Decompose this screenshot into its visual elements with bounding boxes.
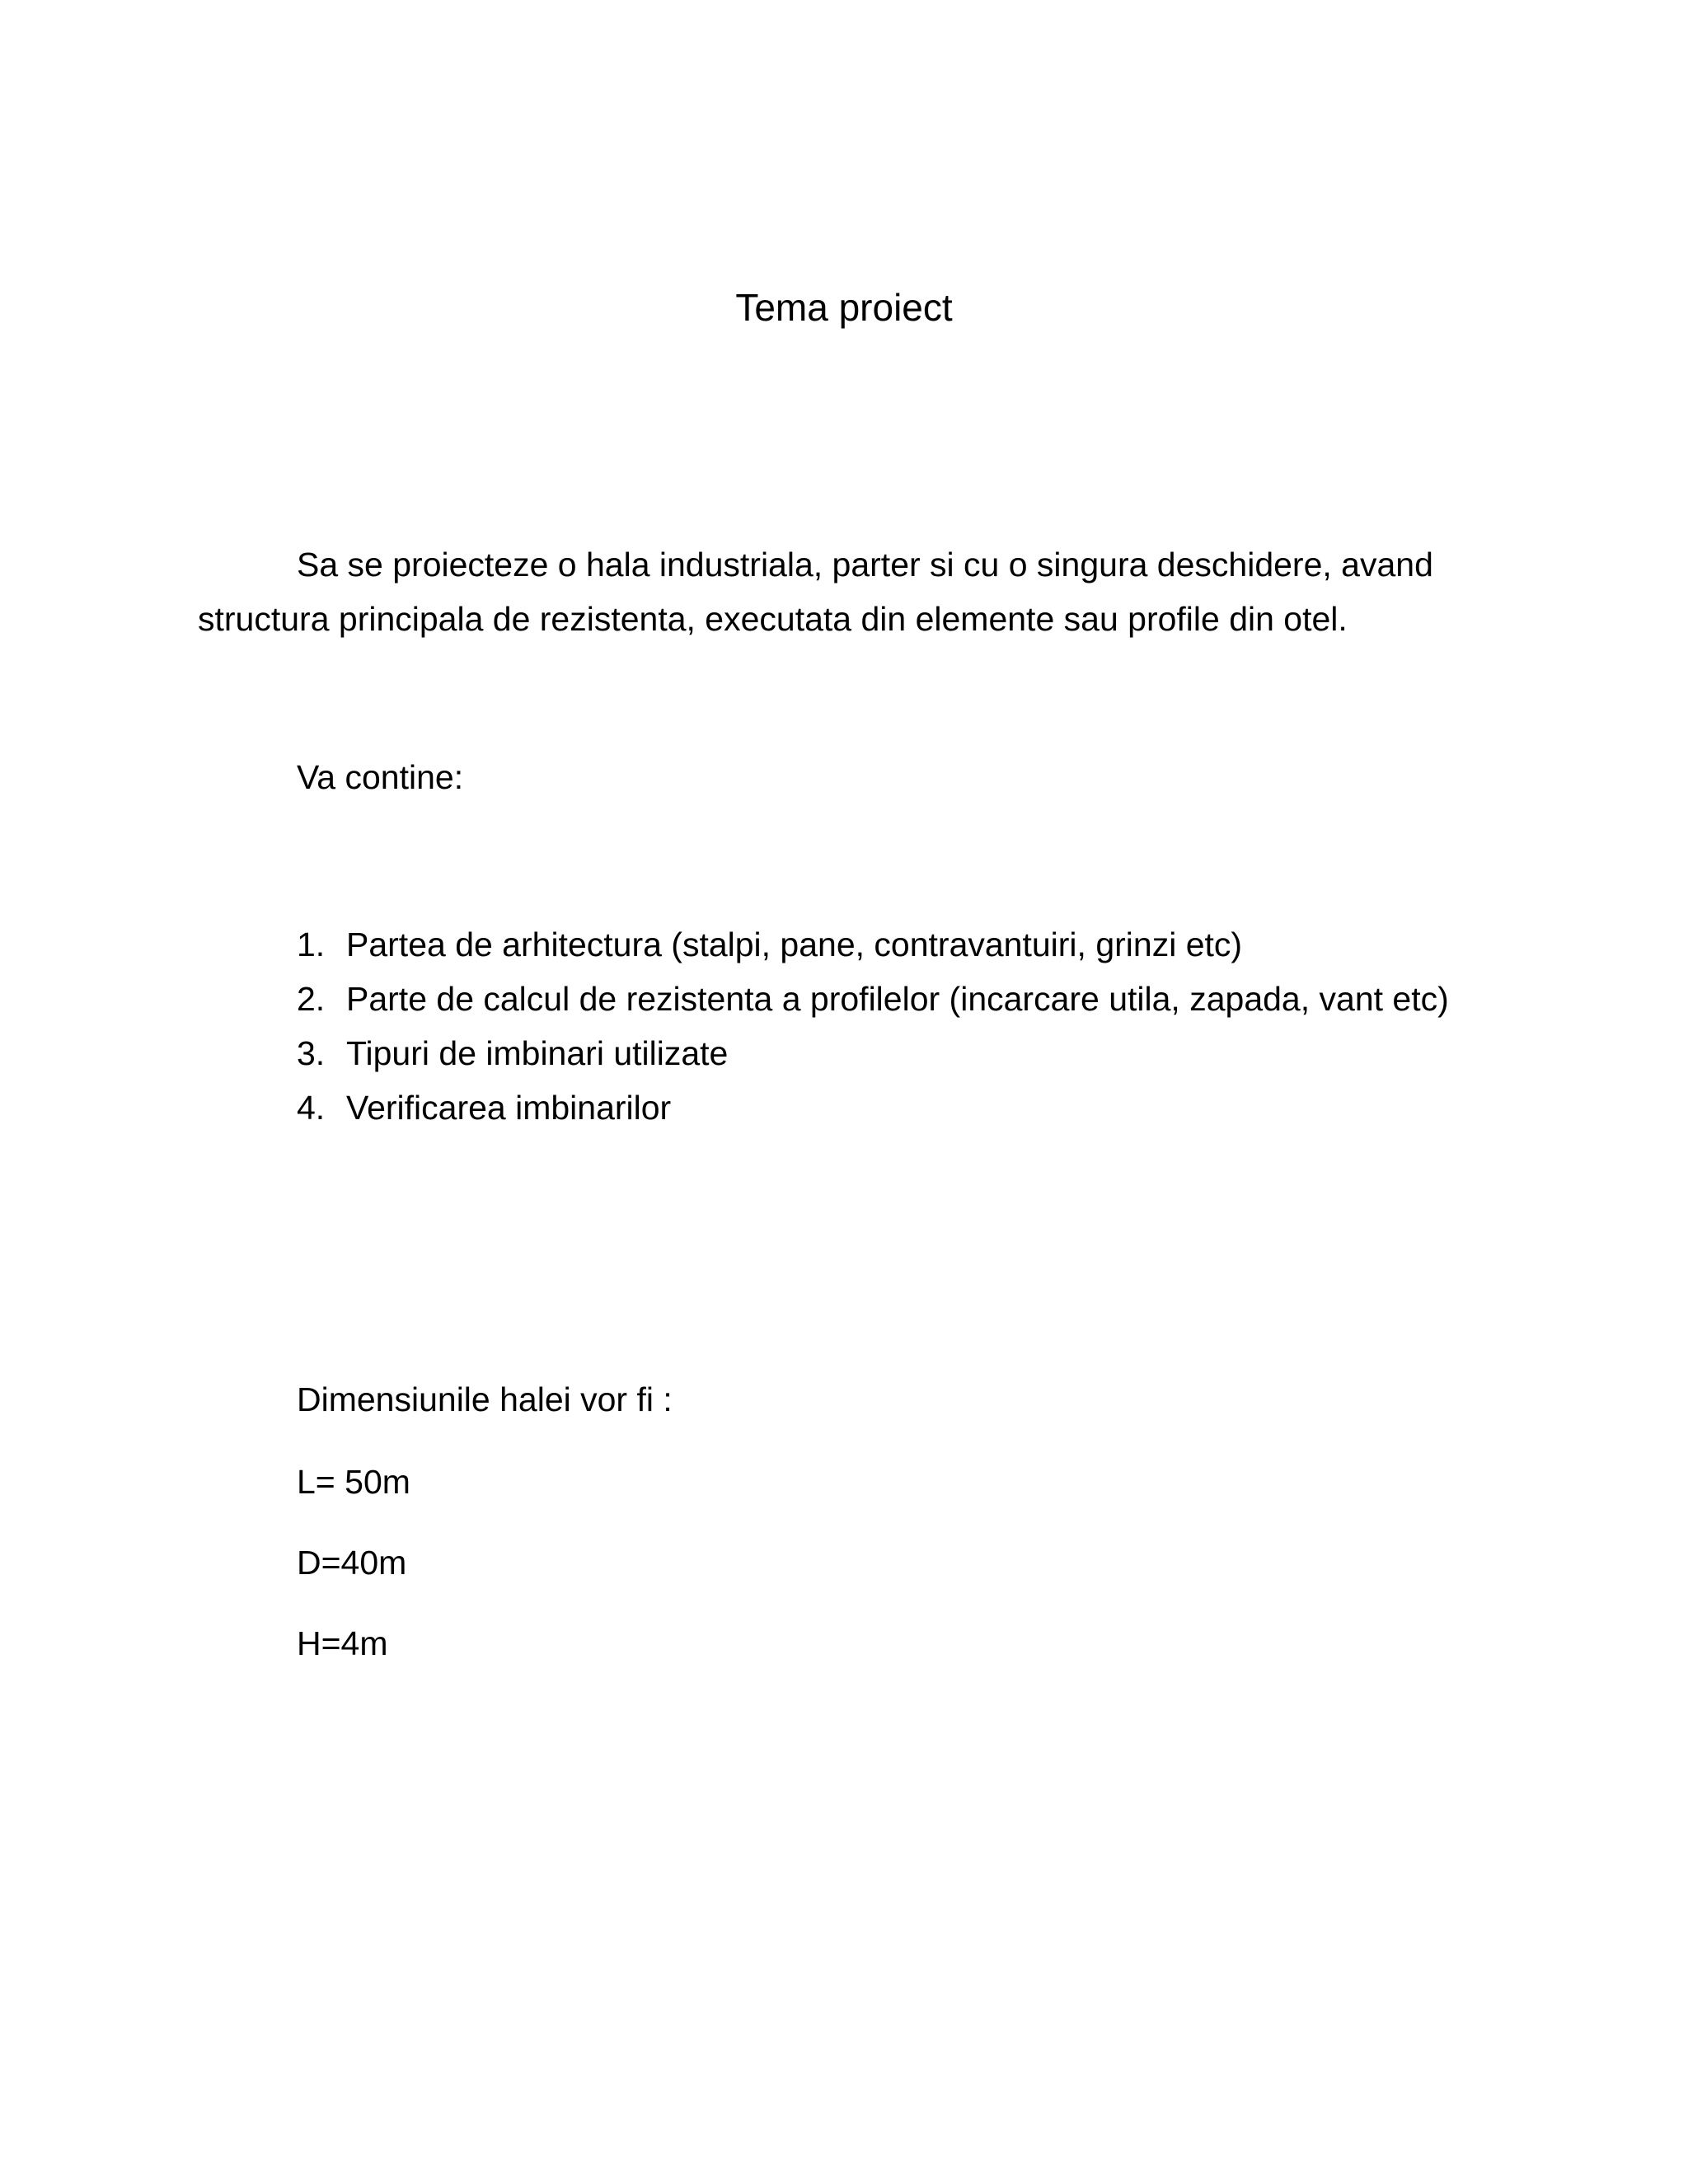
dimension-height: H=4m [297,1624,388,1662]
list-item [297,917,1492,972]
list-item-text: Verificarea imbinarilor [346,1089,672,1127]
list-item [297,1026,1492,1080]
list-item [297,1080,1492,1135]
list-item-number: 1. [297,926,326,963]
list-item-number: 4. [297,1089,326,1127]
list-item-text: Partea de arhitectura (stalpi, pane, contravantuiri, grinzi etc) [346,926,1243,963]
list-item-number: 3. [297,1034,326,1072]
list-item-text: Parte de calcul de rezistenta a profilelor (incarcare utila, zapada, vant etc) [346,980,1449,1018]
contents-list [297,917,1492,1135]
contains-label: Va contine: [297,758,464,796]
dimension-length: L= 50m [297,1463,410,1501]
list-item [297,972,1492,1026]
dimension-width: D=40m [297,1544,407,1582]
intro-paragraph: Sa se proiecteze o hala industriala, parter si cu o singura deschidere, avand structura principala de rezistenta, executata din elemente sau profile din otel. [198,546,1433,638]
list-item-number: 2. [297,980,326,1018]
dimensions-label: Dimensiunile halei vor fi : [297,1380,673,1418]
page-title: Tema proiect [735,286,953,329]
list-item-text: Tipuri de imbinari utilizate [346,1034,729,1072]
